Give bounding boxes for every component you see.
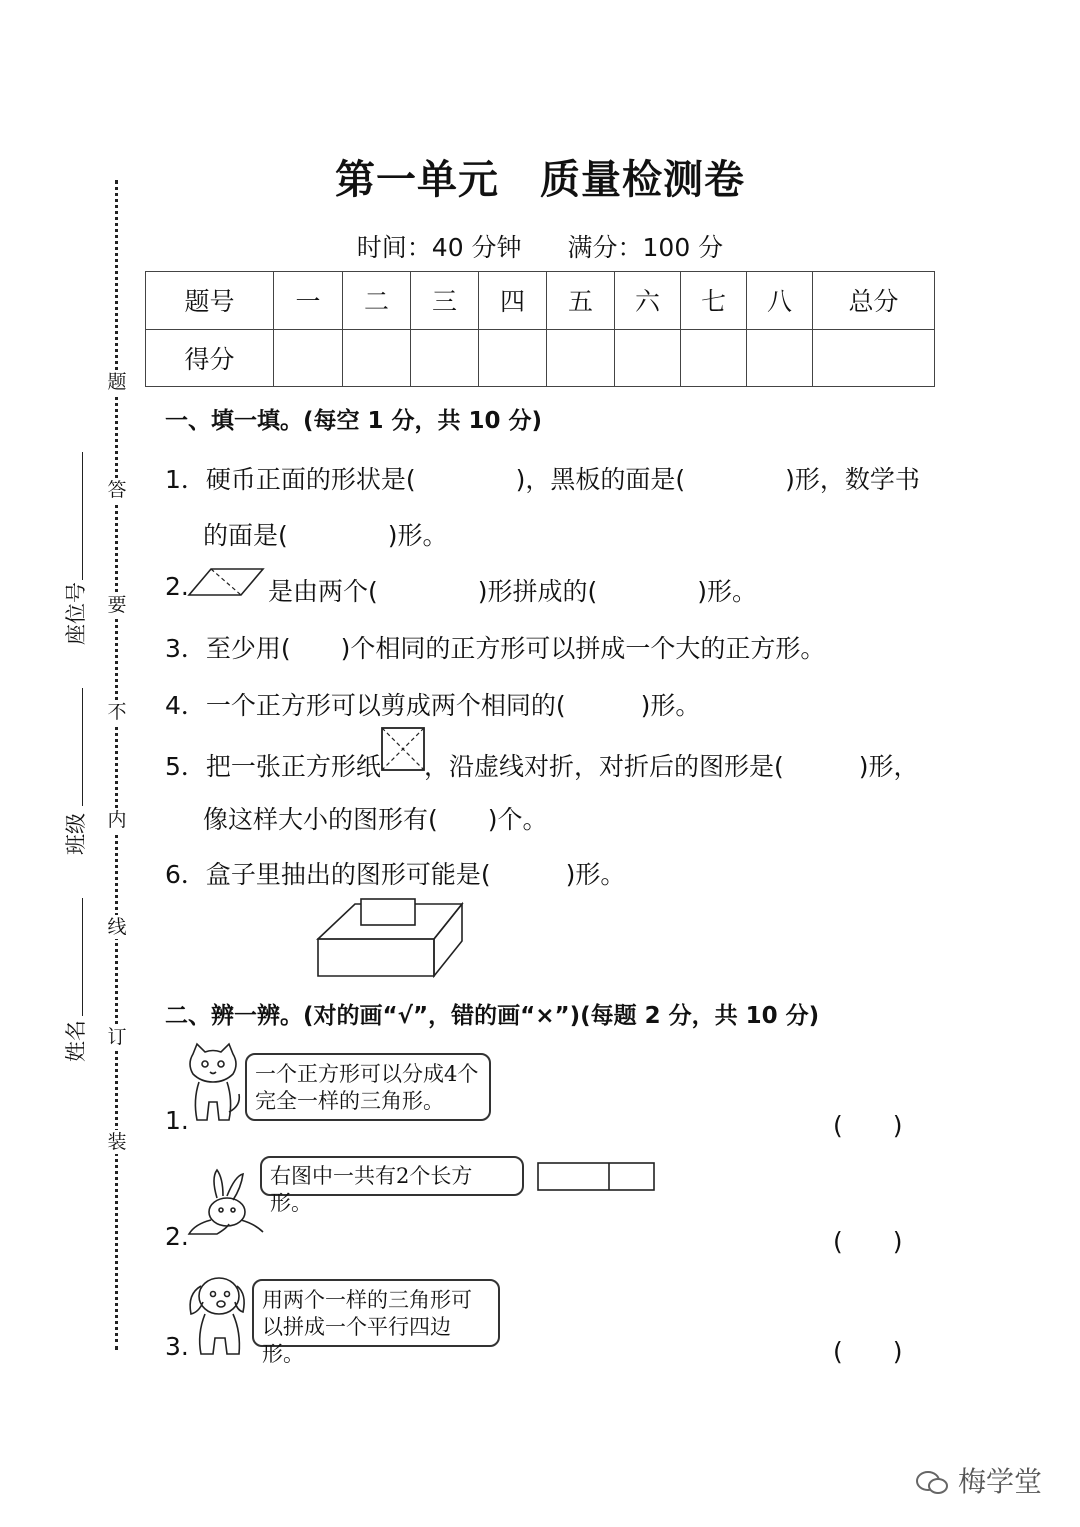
judge-item-2-number: 2.: [165, 1222, 189, 1251]
warning-char: 答: [105, 478, 129, 502]
question-5-part-a: 5．把一张正方形纸: [165, 752, 381, 781]
col-2: 二: [343, 272, 411, 330]
score-cell[interactable]: [274, 329, 343, 387]
class-field[interactable]: [82, 688, 83, 806]
square-paper-figure: [380, 726, 426, 772]
score-cell[interactable]: [813, 329, 935, 387]
judge-item-2-answer[interactable]: ( ): [833, 1227, 903, 1256]
question-1-line-1: 1．硬币正面的形状是( )，黑板的面是( )形，数学书: [165, 465, 920, 494]
question-2-number: 2.: [165, 572, 189, 601]
speech-bubble-3: 用两个一样的三角形可以拼成一个平行四边形。: [252, 1279, 500, 1347]
warning-char: 题: [105, 370, 129, 394]
box-figure: [315, 896, 467, 978]
judge-item-1-answer[interactable]: ( ): [833, 1111, 903, 1140]
binding-dotted-line: [115, 180, 118, 1350]
warning-char: 内: [105, 808, 129, 832]
warning-char: 订: [105, 1025, 129, 1049]
judge-item-3-answer[interactable]: ( ): [833, 1337, 903, 1366]
seat-number-field[interactable]: [82, 452, 83, 580]
warning-char: 要: [105, 593, 129, 617]
score-cell[interactable]: [747, 329, 813, 387]
col-4: 四: [479, 272, 547, 330]
row-header-score: 得分: [146, 329, 274, 387]
exam-title: 第一单元 质量检测卷: [335, 157, 745, 203]
speech-bubble-2: 右图中一共有2个长方形。: [260, 1156, 524, 1196]
col-total: 总分: [813, 272, 935, 330]
score-cell[interactable]: [479, 329, 547, 387]
exam-subtitle: [0, 228, 1080, 264]
cat-cartoon-icon: [183, 1042, 245, 1126]
question-5-part-b: ，沿虚线对折，对折后的图形是( )形，: [424, 752, 919, 781]
speech-bubble-1: 一个正方形可以分成4个完全一样的三角形。: [245, 1053, 491, 1121]
section-1-heading: 一、填一填。(每空 1 分，共 10 分): [165, 408, 543, 434]
wechat-icon: [915, 1469, 949, 1497]
name-field[interactable]: [82, 898, 83, 1016]
question-2-text: 是由两个( )形拼成的( )形。: [268, 577, 758, 606]
score-cell[interactable]: [547, 329, 615, 387]
col-7: 七: [681, 272, 747, 330]
warning-char: 线: [105, 915, 129, 939]
seat-number-label: 座位号: [64, 582, 88, 645]
class-label: 班级: [64, 813, 88, 855]
section-2-heading: 二、辨一辨。(对的画“√”，错的画“×”)(每题 2 分，共 10 分): [165, 1003, 820, 1029]
question-6: 6．盒子里抽出的图形可能是( )形。: [165, 860, 626, 889]
watermark: [915, 1460, 1042, 1500]
question-1-line-2: 的面是( )形。: [203, 521, 448, 550]
judge-item-3-number: 3.: [165, 1332, 189, 1361]
warning-char: 不: [105, 700, 129, 724]
col-3: 三: [411, 272, 479, 330]
question-5-line-2: 像这样大小的图形有( )个。: [203, 805, 548, 834]
parallelogram-figure: [186, 566, 266, 598]
name-label: 姓名: [64, 1020, 88, 1062]
question-4: 4．一个正方形可以剪成两个相同的( )形。: [165, 691, 701, 720]
col-8: 八: [747, 272, 813, 330]
score-cell[interactable]: [681, 329, 747, 387]
col-1: 一: [274, 272, 343, 330]
dog-cartoon-icon: [183, 1272, 249, 1358]
time-limit: 时间：40 分钟: [356, 233, 522, 262]
rabbit-cartoon-icon: [183, 1168, 267, 1240]
score-cell[interactable]: [615, 329, 681, 387]
warning-char: 装: [105, 1130, 129, 1154]
col-5: 五: [547, 272, 615, 330]
full-score: 满分：100 分: [567, 233, 724, 262]
watermark-text: 梅学堂: [957, 1465, 1042, 1498]
question-3: 3．至少用( )个相同的正方形可以拼成一个大的正方形。: [165, 634, 826, 663]
col-6: 六: [615, 272, 681, 330]
score-cell[interactable]: [411, 329, 479, 387]
score-table: [145, 271, 935, 387]
judge-item-1-number: 1.: [165, 1106, 189, 1135]
row-header-question-no: 题号: [146, 272, 274, 330]
score-cell[interactable]: [343, 329, 411, 387]
two-rectangles-figure: [536, 1161, 656, 1193]
